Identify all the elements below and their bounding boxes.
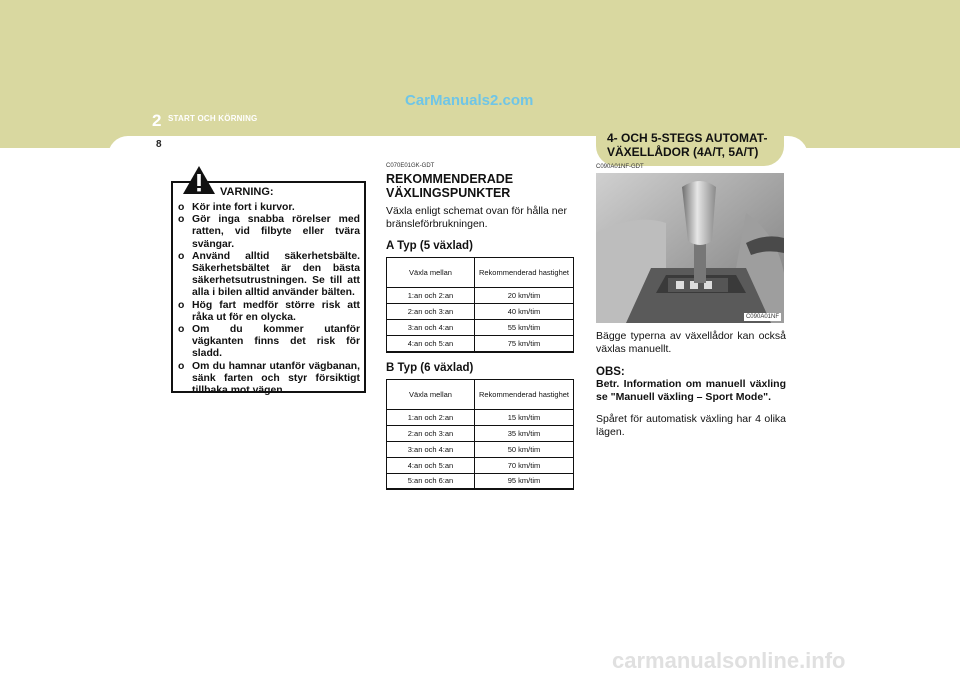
bottom-watermark[interactable]: carmanualsonline.info: [612, 648, 846, 673]
warning-item: o Kör inte fort i kurvor.: [178, 202, 295, 213]
table-row: 3:an och 4:an 50 km/tim: [387, 441, 574, 457]
shift-points-column: [386, 163, 576, 490]
obs-title: OBS:: [596, 366, 625, 378]
table-row: 5:an och 6:an 95 km/tim: [387, 473, 574, 489]
auto-body-2: Spåret för automatisk växling har 4 olika lägen.: [596, 413, 786, 438]
table-header-row: [387, 258, 574, 288]
header-recommended-speed: Rekommenderad hastighet: [475, 379, 574, 409]
page-number: 8: [156, 139, 162, 150]
warning-item: o Använd alltid säkerhetsbälte. Säkerhetsbältet är den bästa säkerhetsutrustningen. Se till att alla i bilen alltid använder bälten.: [178, 250, 360, 299]
warning-item: o Om du hamnar utanför vägbanan, sänk farten och styr försiktigt tillbaka mot vägen.: [178, 360, 360, 397]
table-row: 2:an och 3:an 35 km/tim: [387, 425, 574, 441]
table-row: 3:an och 4:an 55 km/tim: [387, 320, 574, 336]
section-code: C070E01GK-GDT: [386, 163, 435, 169]
header-band: [0, 0, 960, 148]
warning-title: VARNING:: [220, 186, 274, 198]
warning-list: [178, 202, 360, 397]
chapter-title: START OCH KÖRNING: [168, 114, 258, 123]
table-row: 4:an och 5:an 70 km/tim: [387, 457, 574, 473]
gear-shifter-illustration: [596, 173, 784, 323]
table-row: 2:an och 3:an 40 km/tim: [387, 304, 574, 320]
warning-box: [171, 181, 366, 397]
header-shift-between: Växla mellan: [387, 258, 475, 288]
gear-shifter-photo: [596, 173, 784, 323]
header-recommended-speed: Rekommenderad hastighet: [475, 258, 574, 288]
shift-intro: Växla enligt schemat ovan för hålla ner bränsleförbrukningen.: [386, 205, 567, 230]
chapter-number: 2: [152, 111, 162, 130]
auto-body: Bägge typerna av växellådor kan också växlas manuellt.: [596, 330, 786, 355]
obs-text: Betr. Information om manuell växling se "Manuell växling – Sport Mode".: [596, 378, 786, 403]
warning-item: o Hög fart medför större risk att råka ut för en olycka.: [178, 299, 360, 323]
warning-triangle-icon: [182, 165, 216, 195]
table-row: 4:an och 5:an 75 km/tim: [387, 336, 574, 352]
header-shift-between: Växla mellan: [387, 379, 475, 409]
warning-item: o Om du kommer utanför vägkanten finns det risk för sladd.: [178, 324, 360, 360]
table-row: 1:an och 2:an 15 km/tim: [387, 409, 574, 425]
photo-code: C090A01NF: [745, 314, 779, 320]
type-b-title: B Typ (6 växlad): [386, 361, 474, 374]
table-header-row: [387, 379, 574, 409]
type-a-title: A Typ (5 växlad): [386, 240, 473, 252]
auto-transmission-column: [596, 164, 786, 439]
type-a-table: [386, 257, 574, 353]
warning-item: o Gör inga snabba rörelser med ratten, vid filbyte eller tvära svängar.: [178, 214, 360, 250]
top-watermark[interactable]: CarManuals2.com: [405, 92, 534, 109]
shift-heading: REKOMMENDERADE VÄXLINGSPUNKTER: [386, 172, 514, 200]
type-b-table: [386, 379, 574, 491]
section-title: 4- OCH 5-STEGS AUTOMAT-VÄXELLÅDOR (4A/T, 5A/T): [607, 131, 768, 159]
section-code: C090A01NF-GDT: [596, 164, 644, 170]
table-row: 1:an och 2:an 20 km/tim: [387, 288, 574, 304]
